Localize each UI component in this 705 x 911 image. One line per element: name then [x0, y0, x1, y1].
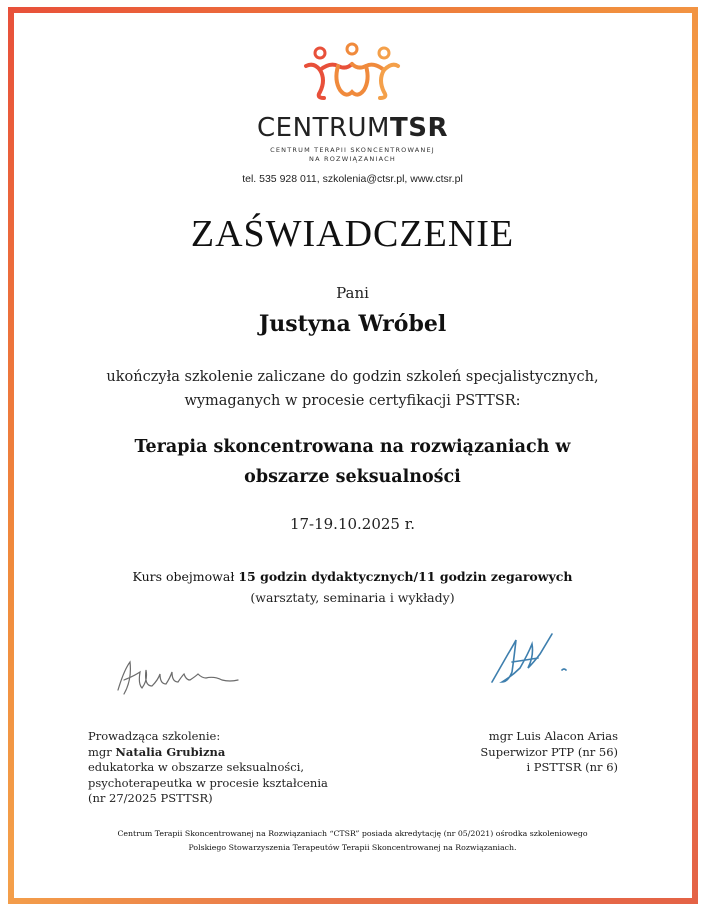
- lead-name: Natalia Grubizna: [115, 744, 226, 759]
- course-hours-bold: 15 godzin dydaktycznych/11 godzin zegarowych: [238, 569, 573, 584]
- lead-line5: (nr 27/2025 PSTTSR): [88, 791, 213, 805]
- course-title-line2: obszarze seksualności: [244, 467, 461, 487]
- brand-bold: TSR: [389, 113, 448, 143]
- course-hours-sub: (warsztaty, seminaria i wykłady): [250, 590, 455, 605]
- brand-wordmark: [0, 113, 705, 143]
- lead-trainer-block: [88, 729, 388, 807]
- completion-text-line2: wymaganych w procesie certyfikacji PSTTSR:: [184, 393, 521, 409]
- course-hours: [0, 569, 705, 584]
- lead-line4: psychoterapeutka w procesie kształcenia: [88, 775, 328, 790]
- brand-subtitle-line2: NA ROZWIĄZANIACH: [309, 155, 396, 163]
- signature-right-icon: [482, 624, 582, 690]
- footer-line1: Centrum Terapii Skoncentrowanej na Rozwiązaniach “CTSR” posiada akredytację (nr 05/2021) ośrodka szkoleniowego: [117, 829, 588, 838]
- lead-name-line: [88, 745, 388, 761]
- footer-line2: Polskiego Stowarzyszenia Terapeutów Terapii Skoncentrowanej na Rozwiązaniach.: [188, 843, 517, 852]
- brand-light: CENTRUM: [257, 113, 390, 143]
- course-dates: 17-19.10.2025 r.: [289, 515, 416, 533]
- contact-info: tel. 535 928 011, szkolenia@ctsr.pl, www.ctsr.pl: [242, 173, 463, 185]
- recipient-name: Justyna Wróbel: [258, 311, 447, 337]
- supervisor-block: [400, 729, 618, 776]
- salutation: Pani: [336, 284, 369, 302]
- signature-left-icon: [110, 650, 250, 700]
- lead-prefix: mgr: [88, 744, 116, 759]
- lead-label: Prowadząca szkolenie:: [88, 729, 221, 743]
- course-hours-prefix: Kurs obejmował: [132, 569, 239, 584]
- lead-line3: edukatorka w obszarze seksualności,: [88, 760, 305, 774]
- completion-text-line1: ukończyła szkolenie zaliczane do godzin szkoleń specjalistycznych,: [106, 369, 599, 385]
- ctsr-logo-icon: [300, 40, 404, 102]
- supervisor-name: mgr Luis Alacon Arias: [488, 729, 618, 743]
- certificate-title: ZAŚWIADCZENIE: [190, 213, 515, 255]
- supervisor-line3: i PSTTSR (nr 6): [526, 760, 618, 774]
- brand-subtitle-line1: CENTRUM TERAPII SKONCENTROWANEJ: [270, 146, 435, 154]
- supervisor-line2: Superwizor PTP (nr 56): [480, 744, 618, 759]
- course-title-line1: Terapia skoncentrowana na rozwiązaniach w: [134, 437, 571, 457]
